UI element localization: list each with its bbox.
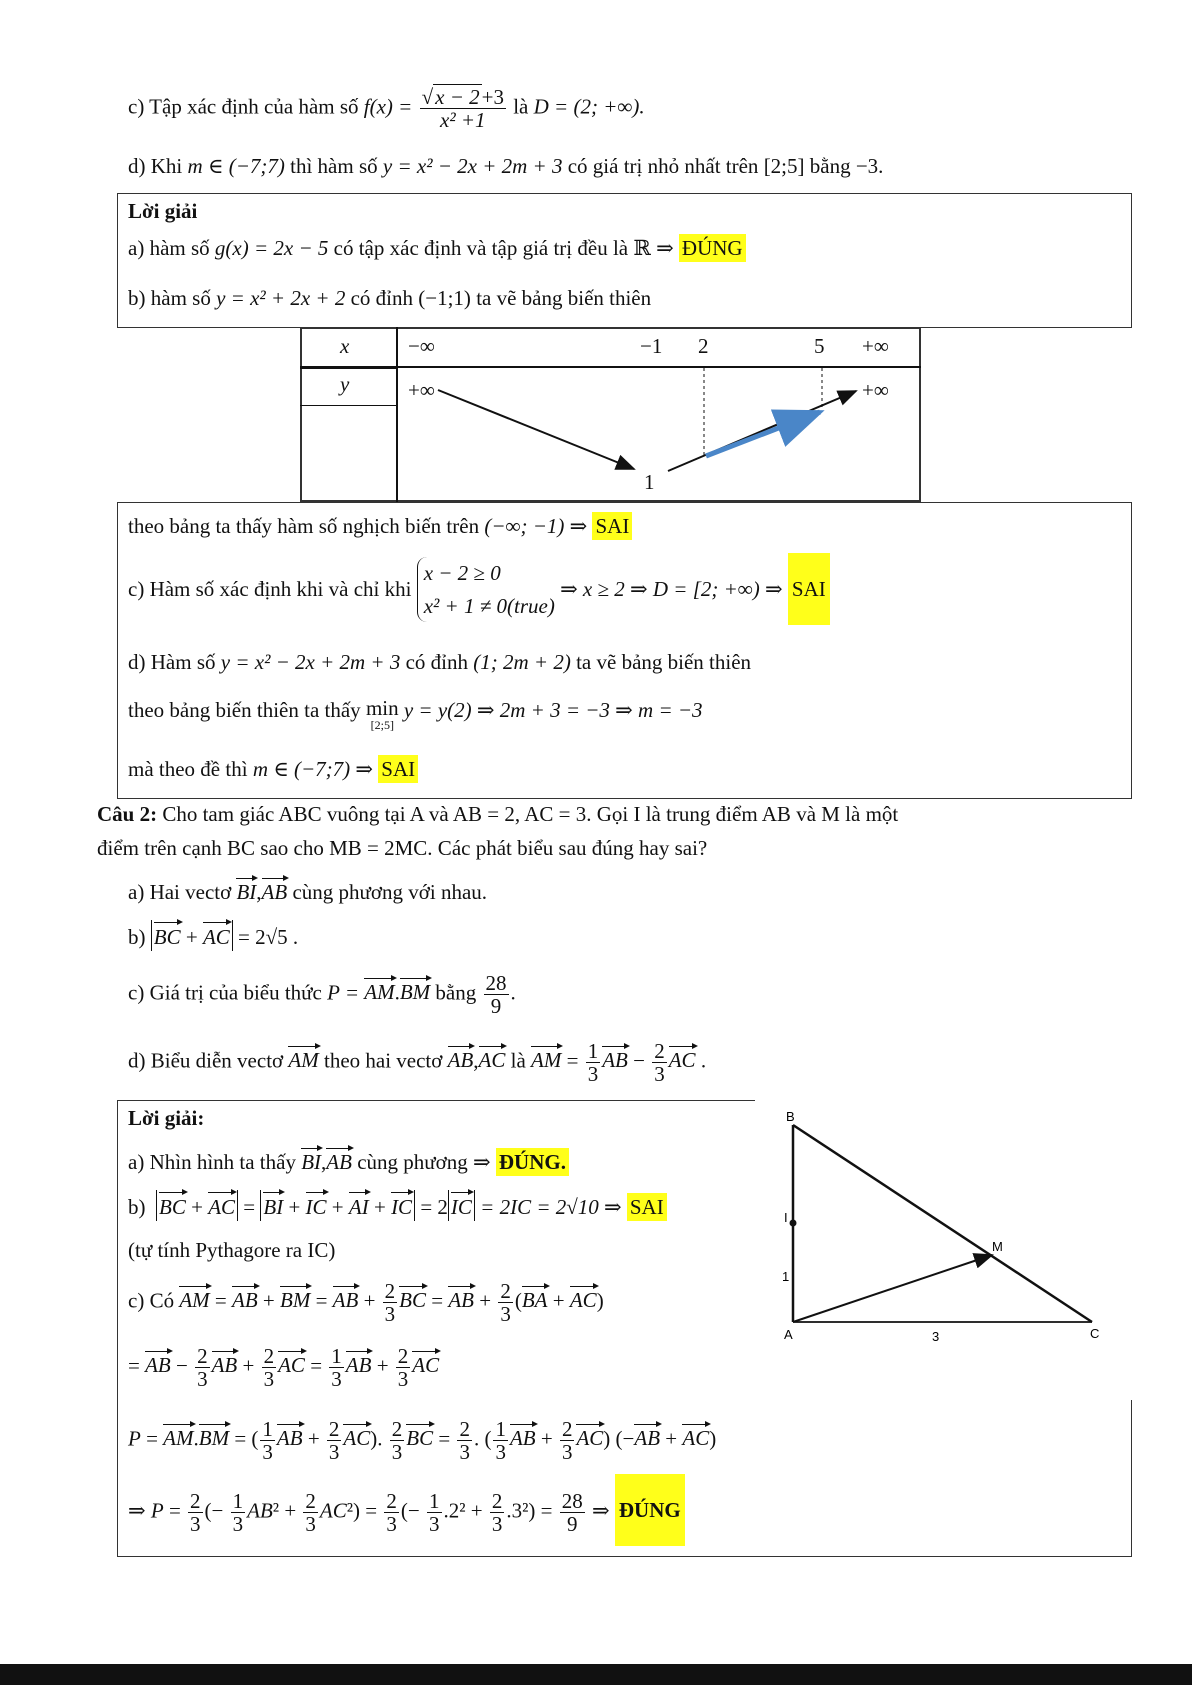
question-2c: c) Giá trị của biểu thức P = AM.BM bằng $\frac{28}{9}$ . <box>128 971 516 1019</box>
solution-2b: b) BC + AC = BI + IC + AI + IC = 2 IC = 2IC = 2√10 ⇒ SAI <box>128 1190 667 1221</box>
arrow-increasing <box>668 391 856 471</box>
label-side-3: 3 <box>932 1329 940 1344</box>
question-2a: a) Hai vectơ BI,AB cùng phương với nhau. <box>128 876 487 905</box>
label-m: M <box>992 1239 1003 1254</box>
tag-sai: SAI <box>592 512 632 540</box>
solution-1c: c) Hàm số xác định khi và chỉ khi x − 2 ≥ 0 x² + 1 ≠ 0(true) ⇒ x ≥ 2 ⇒ D = [2; +∞) ⇒ SAI <box>128 557 830 622</box>
y-right: +∞ <box>862 378 889 402</box>
question-2-line2: điểm trên cạnh BC sao cho MB = 2MC. Các phát biểu sau đúng hay sai? <box>97 836 708 860</box>
arrow-decreasing <box>438 390 634 469</box>
x-val-2: −1 <box>640 334 663 358</box>
tag-sai: SAI <box>378 755 418 783</box>
x-val-5: +∞ <box>862 334 889 358</box>
y-min: 1 <box>644 470 655 494</box>
statement-d: d) Khi m ∈ (−7;7) thì hàm số y = x² − 2x + 2m + 3 có giá trị nhỏ nhất trên [2;5] bằng −3. <box>128 154 884 178</box>
question-2b: b) BC + AC = 2√5 . <box>128 920 298 951</box>
point-i <box>790 1220 797 1227</box>
page-bottom-bar <box>0 1664 1192 1685</box>
solution-2c-line1: c) Có AM = AB + BM = AB + $\frac{2}{3}$ BC = AB + $\frac{2}{3}$ (BA + AC) <box>128 1279 604 1327</box>
label-side-1: 1 <box>782 1269 790 1284</box>
solution-1d-min: theo bảng biến thiên ta thấy min [2;5] y = y(2) ⇒ 2m + 3 = −3 ⇒ m = −3 <box>128 696 703 732</box>
solution-2a: a) Nhìn hình ta thấy BI,AB cùng phương ⇒ ĐÚNG. <box>128 1146 569 1175</box>
x-val-4: 5 <box>814 334 825 358</box>
vector-am <box>793 1255 992 1322</box>
solution-title-2: Lời giải: <box>128 1106 205 1130</box>
tag-dung: ĐÚNG <box>679 234 746 262</box>
statement-c: c) Tập xác định của hàm số f(x) = $\frac{√x - 2+3}{\text{x² +1}}$ là D = (2; +∞). <box>128 85 645 133</box>
solution-2-note: (tự tính Pythagore ra IC) <box>128 1238 336 1262</box>
tag-dung: ĐÚNG <box>615 1474 685 1546</box>
label-a: A <box>784 1327 793 1342</box>
solution-title-1: Lời giải <box>128 199 198 223</box>
table-y-label: y <box>340 372 350 396</box>
tag-sai: SAI <box>627 1193 667 1221</box>
solution-1b: b) hàm số y = x² + 2x + 2 có đỉnh (−1;1) ta vẽ bảng biến thiên <box>128 286 652 310</box>
solution-1d: d) Hàm số y = x² − 2x + 2m + 3 có đỉnh (1; 2m + 2) ta vẽ bảng biến thiên <box>128 650 752 674</box>
tag-sai: SAI <box>788 553 830 625</box>
triangle-figure <box>770 1105 1110 1345</box>
solution-2c-line2: = AB − $\frac{2}{3}$ AB + $\frac{2}{3}$ AC = $\frac{1}{3}$ AB + $\frac{2}{3}$ AC <box>128 1344 440 1392</box>
solution-2c-line3: P = AM.BM = ( $\frac{1}{3}$ AB + $\frac{2}{3}$ AC). $\frac{2}{3}$ BC = $\frac{2}{3}$ . ( $\frac{1}{3}$ AB + $\frac{2}{3}$ AC) (−AB + AC) <box>128 1417 717 1465</box>
tag-dung: ĐÚNG. <box>496 1148 569 1176</box>
label-b: B <box>786 1109 795 1124</box>
question-2d: d) Biểu diễn vectơ AM theo hai vectơ AB,AC là AM = $\frac{1}{3}$ AB − $\frac{2}{3}$ AC . <box>128 1039 707 1087</box>
solution-1a: a) hàm số g(x) = 2x − 5 có tập xác định và tập giá trị đều là ℝ ⇒ ĐÚNG <box>128 236 746 261</box>
x-val-1: −∞ <box>408 334 435 358</box>
solution-2c-final: ⇒ P = $\frac{2}{3}$ (− $\frac{1}{3}$ AB² + $\frac{2}{3}$ AC²) = $\frac{2}{3}$ (− $\frac{1}{3}$ .2² + $\frac{2}{3}$ .3²) = $\frac{28}{9}$ ⇒ ĐÚNG <box>128 1490 685 1535</box>
question-2-line1: Câu 2: Cho tam giác ABC vuông tại A và AB = 2, AC = 3. Gọi I là trung điểm AB và M là một <box>97 802 899 826</box>
x-val-3: 2 <box>698 334 709 358</box>
y-left: +∞ <box>408 378 435 402</box>
table-arrows <box>396 368 921 502</box>
table-x-label: x <box>340 334 350 358</box>
highlight-arrow <box>706 412 820 456</box>
label-i: I <box>784 1210 788 1225</box>
solution-1b-conclusion: theo bảng ta thấy hàm số nghịch biến trên (−∞; −1) ⇒ SAI <box>128 514 632 539</box>
label-c: C <box>1090 1326 1100 1341</box>
solution-1d-end: mà theo đề thì m ∈ (−7;7) ⇒ SAI <box>128 757 418 782</box>
side-bc <box>793 1125 1092 1322</box>
